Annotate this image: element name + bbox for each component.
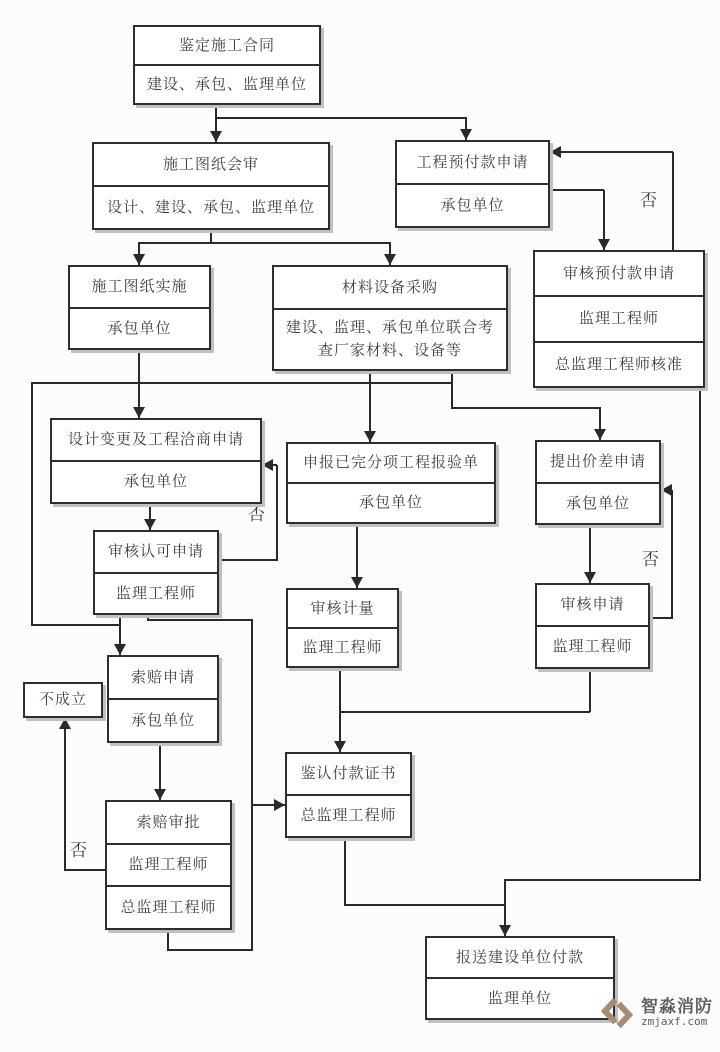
connector-line [276,465,278,561]
arrow-down-icon [598,239,610,250]
node-title: 材料设备采购 [341,277,438,296]
arrow-down-icon [334,741,346,752]
node-submit-payment [425,936,615,1020]
node-role: 监理工程师 [288,627,397,666]
connector-line [344,904,505,906]
node-role: 承包单位 [109,698,217,741]
node-title: 审核申请 [560,595,625,614]
node-role: 监理工程师 [537,625,648,667]
node-title: 不成立 [38,690,87,709]
label-no: 否 [640,191,657,211]
node-role: 监理工程师 [535,295,703,340]
connector-line [550,189,604,191]
node-claim-approval [105,800,232,930]
node-payment-cert [285,752,412,838]
node-role: 监理单位 [427,977,613,1018]
node-drawing-review [92,142,330,230]
arrow-left-icon [661,484,672,496]
node-role: 总监理工程师核准 [535,341,703,386]
label-no: 否 [248,505,265,525]
connector-line [138,242,391,244]
connector-line [671,490,673,618]
node-contract [133,25,321,105]
arrow-up-icon [59,718,71,729]
connector-line [650,617,673,619]
node-title: 设计变更及工程洽商申请 [67,430,244,449]
connector-line [344,838,346,905]
node-prepayment-audit [533,250,705,388]
node-claim-request [107,655,219,743]
node-role: 设计、建设、承包、监理单位 [94,185,328,228]
arrow-right-icon [274,799,285,811]
node-title: 工程预付款申请 [416,152,529,171]
node-role: 建设、监理、承包单位联合考查厂家材料、设备等 [274,308,506,369]
connector-line [64,718,66,870]
connector-line [339,711,590,713]
connector-line [215,117,467,119]
node-title: 索赔审批 [136,812,201,831]
connector-line [31,382,452,384]
connector-line [339,668,341,752]
arrow-down-icon [154,789,166,800]
connector-line [167,930,169,950]
node-title: 鉴定施工合同 [178,35,275,54]
node-not-established [23,682,103,718]
connector-line [451,371,453,409]
watermark-name: 智淼消防 [641,996,713,1017]
label-no: 否 [642,550,659,570]
node-request-audit [535,583,650,669]
arrow-down-icon [210,131,222,142]
connector-line [550,151,673,153]
arrow-down-icon [499,925,511,936]
arrow-down-icon [584,572,596,583]
arrow-down-icon [594,429,606,440]
node-role: 总监理工程师 [287,794,410,836]
connector-line [31,624,121,626]
arrow-left-icon [262,459,273,471]
arrow-down-icon [114,644,126,655]
arrow-down-icon [384,254,396,265]
connector-line [64,869,105,871]
arrow-down-icon [364,431,376,442]
node-measure-audit [286,588,399,668]
connector-line [147,619,253,621]
watermark-site: zmjaxf.com [641,1015,708,1029]
node-title: 施工图纸会审 [162,154,259,173]
node-price-diff [535,440,661,525]
node-role: 承包单位 [52,460,260,502]
node-title: 索赔申请 [130,667,195,686]
connector-line [589,669,591,712]
connector-line [504,879,701,881]
node-title: 提出价差申请 [549,452,646,471]
node-drawing-implement [68,265,211,350]
arrow-down-icon [133,407,145,418]
node-material-procure [272,265,508,371]
node-role: 承包单位 [537,482,659,524]
label-no: 否 [70,841,87,861]
node-role: 总监理工程师 [107,885,230,928]
connector-line [451,407,601,409]
node-title: 申报已完分项工程报验单 [302,453,479,472]
watermark [598,994,713,1032]
watermark-logo-icon [598,994,636,1032]
node-role: 承包单位 [70,307,209,349]
node-title: 报送建设单位付款 [455,947,584,966]
node-role: 监理工程师 [95,572,217,614]
arrow-down-icon [144,519,156,530]
connector-line [167,949,253,951]
node-role: 承包单位 [397,183,548,226]
arrow-down-icon [460,129,472,140]
connector-line [251,620,253,950]
node-prepayment-request [395,140,550,228]
node-title: 审核认可申请 [107,542,204,561]
node-role: 承包单位 [288,482,494,522]
connector-line [699,388,701,880]
connector-line [672,152,674,250]
node-title: 施工图纸实施 [91,277,188,296]
node-inspection-form [286,442,496,524]
node-design-change [50,418,262,504]
connector-line [219,559,278,561]
node-title: 审核预付款申请 [562,264,675,283]
node-role: 建设、承包、监理单位 [135,64,319,103]
arrow-down-icon [133,254,145,265]
arrow-left-icon [550,146,561,158]
node-approve-request [93,530,219,615]
node-title: 审核计量 [310,598,375,617]
arrow-down-icon [351,577,363,588]
node-role: 监理工程师 [107,843,230,886]
node-title: 鉴认付款证书 [300,764,397,783]
connector-line [31,383,33,625]
